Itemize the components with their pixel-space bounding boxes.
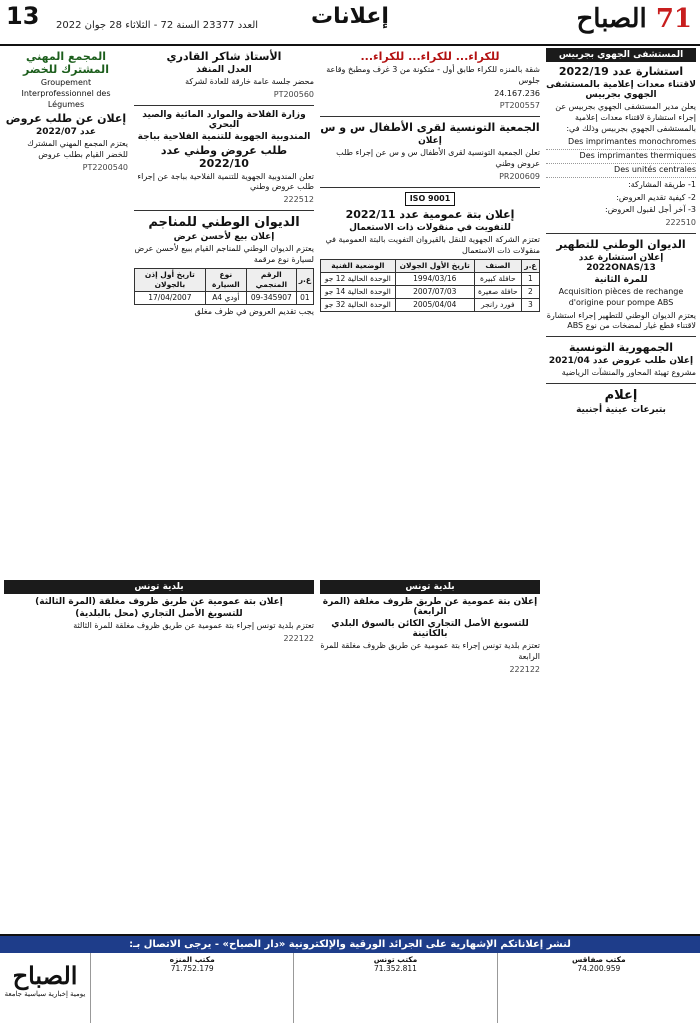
column-a (546, 48, 696, 928)
tender-body: تعتزم الشركة الجهوية للنقل بالقيروان التفويت بالبتة العمومية في منقولات ذات الاستعمال (325, 235, 540, 256)
ad-subtitle: للتسويغ الأصل التجاري الكائن بالسوق البلدي بالكاتينة (331, 619, 529, 639)
rent-code: PT200557 (499, 101, 540, 111)
divider (320, 187, 540, 188)
note: 1- طريقة المشاركة: (628, 179, 696, 189)
logo-text: الصباح (576, 4, 647, 34)
ad-title: استشارة عدد 2022/19 (558, 65, 684, 78)
column-b (320, 48, 540, 608)
table-row: 1 حافلة كبيرة 1994/03/16 الوحدة الحالية 12 جو (321, 273, 540, 286)
ad-body: تعتزم بلدية تونس إجراء بتة عمومية عن طريق ظروف مغلقة للمرة الثالثة (73, 621, 314, 630)
table-row: 3 فورد رانجر 2005/04/04 الوحدة الحالية 32 جو (321, 299, 540, 312)
column-d (4, 48, 128, 388)
ad3-subtitle: إعلان طلب عروض عدد 2021/04 (548, 356, 694, 367)
rent-phone: 24.167.236 (494, 88, 540, 98)
note: 2- كيفية تقديم العروض: (616, 192, 696, 202)
group-body: يعتزم المجمع المهني المشترك للخضر القيام بطلب عروض (27, 139, 128, 160)
ad2-body: يعتزم الديوان الوطني للتطهير إجراء استشارة لاقتناء قطع غيار لمضخات من نوع ABS (546, 310, 696, 331)
table-header: ع.ر (521, 259, 539, 272)
column-c (134, 48, 314, 568)
sos-subtitle: إعلان (418, 136, 442, 147)
bailiff-body: محضر جلسة عامة خارقة للعادة لشركة (185, 77, 314, 86)
group-code: PT2200540 (82, 162, 128, 172)
table-header: ع.ر (296, 268, 313, 291)
ad-bar: المستشفى الجهوي بجربيس (546, 48, 696, 62)
divider (134, 105, 314, 106)
table-header: الوضعية الفنية (321, 259, 396, 272)
ad-subtitle: لاقتناء معدات إعلامية بالمستشفى الجهوي بجربيس (546, 80, 696, 100)
mines-title: الديوان الوطني للمناجم (148, 214, 300, 230)
ad-subtitle: للتسويغ الأصل التجاري (محل بالبلدية) (75, 609, 243, 619)
list-item: Des imprimantes monochromes (546, 136, 696, 150)
ad-code: 222510 (665, 218, 696, 228)
tender-title: إعلان بتة عمومية عدد 2022/11 (345, 208, 515, 222)
office-menzah: مكتب المنزه 71.752.179 (90, 953, 293, 1023)
tender-subtitle: للتفويت في منقولات ذات الاستعمال (349, 223, 511, 234)
bailiff-title: الأستاذ شاكر القادري (166, 50, 282, 63)
ad-code: 222122 (283, 633, 314, 643)
ad2-fr-title: Acquisition pièces de rechange d'origine pour pompe ABS (558, 286, 684, 307)
lower-right-ad (320, 580, 540, 930)
mines-subtitle: إعلان بيع لأحسن عرض (173, 231, 275, 242)
mines-body: يعتزم الديوان الوطني للمناجم القيام ببيع لأحسن عرض لسيارة نوع مرقمة (134, 243, 314, 264)
divider (546, 383, 696, 384)
ad2-phase: للمرة الثانية (594, 274, 648, 285)
page-footer (0, 934, 700, 1028)
ad-bar: بلدية تونس (4, 580, 314, 594)
table-header: نوع السيارة (205, 268, 246, 291)
sos-body: تعلن الجمعية التونسية لقرى الأطفال س و س عن إجراء طلب عروض وطني (336, 148, 540, 168)
ad-title: إعلان بتة عمومية عن طريق ظروف مغلقة (المرة الرابعة) (322, 597, 538, 617)
table-row: 2 حافلة صغيرة 2007/07/03 الوحدة الحالية 14 جو (321, 286, 540, 299)
ad3-title: الجمهورية التونسية (568, 341, 674, 355)
ad-title: إعلان بتة عمومية عن طريق ظروف مغلقة (المرة الثالثة) (35, 597, 283, 607)
ad-bar: بلدية تونس (320, 580, 540, 594)
footer-logo: الصباح يومية إخبارية سياسية جامعة (4, 961, 86, 998)
list-item: Des unités centrales (546, 164, 696, 178)
ad-body: يعلن مدير المستشفى الجهوي بجربيس عن إجراء استشارة لاقتناء معدات إعلامية بالمستشفى الجهوي بجربيس وذلك في: (555, 102, 696, 133)
office-tunis: مكتب تونس 71.352.811 (293, 953, 496, 1023)
ad3-body: مشروع تهيئة المحاور والمنشآت الرياضية (561, 368, 696, 378)
group-logo: المجمع المهني المشترك للخضر (23, 50, 109, 76)
bailiff-code: PT200560 (273, 89, 314, 99)
tender-table (320, 259, 540, 313)
ad4-subtitle: بتبرعات عينية أجنبية (576, 404, 666, 415)
ad2-subtitle: إعلان استشارة عدد 2022ONAS/13 (578, 252, 664, 273)
ministry-subtitle: المندوبية الجهوية للتنمية الفلاحية بباجة (137, 131, 311, 142)
table-header: تاريخ أول إذن بالجولان (135, 268, 206, 291)
ministry-code: 222512 (283, 195, 314, 205)
page-number: 13 (6, 2, 40, 30)
rent-title: للكراء... للكراء... للكراء... (360, 50, 500, 63)
ad-code: 222122 (509, 664, 540, 674)
section-title: إعلانات (311, 4, 389, 29)
list-item: Des imprimantes thermiques (546, 150, 696, 164)
rent-body: شقة بالمنزه للكراء طابق أول - متكونة من 3 غرف ومطبخ وقاعة جلوس (326, 65, 540, 85)
office-sfax: مكتب صفاقس 74.200.959 (497, 953, 700, 1023)
table-header: الرقم المنجمي (246, 268, 296, 291)
logo-number: 71 (655, 4, 692, 34)
divider (134, 210, 314, 211)
divider (546, 336, 696, 337)
divider (320, 116, 540, 117)
table-header: تاريخ الأول الجولان (395, 259, 474, 272)
ad-body: تعتزم بلدية تونس إجراء بتة عمومية عن طريق ظروف مغلقة للمرة الرابعة (320, 641, 540, 661)
lower-left-ad (4, 580, 314, 930)
ministry-tender: طلب عروض وطني عدد 2022/10 (160, 143, 288, 170)
issue-line: العدد 23377 السنة 72 - الثلاثاء 28 جوان 2022 (56, 20, 259, 31)
sos-code: PR200609 (499, 171, 540, 181)
table-header: الصنف (474, 259, 521, 272)
group-logo-fr: Groupement Interprofessionnel des Légumes (21, 78, 111, 109)
bailiff-subtitle: العدل المنفذ (196, 65, 252, 75)
ad2-title: الديوان الوطني للتطهير (556, 237, 686, 251)
mines-table (134, 268, 314, 305)
ad4-title: إعلام (604, 387, 638, 403)
ministry-title: وزارة الفلاحة والموارد المائية والصيد البحري (142, 109, 306, 130)
iso-badge: ISO 9001 (320, 192, 540, 207)
mines-footer: يجب تقديم العروض في ظرف مغلق (194, 306, 314, 316)
divider (546, 233, 696, 234)
items-list (546, 136, 696, 177)
group-sub: عدد 2022/07 (36, 127, 96, 138)
table-row: 01 09-345907 أودي A4 17/04/2007 (135, 291, 314, 304)
page-header (0, 0, 700, 46)
group-title: إعلان عن طلب عروض (5, 112, 127, 126)
note: 3- آخر أجل لقبول العروض: (605, 205, 696, 215)
footer-headline: لنشر إعلاناتكم الإشهارية على الجرائد الورقية والإلكترونية «دار الصباح» - يرجى الاتصال بـ: (0, 936, 700, 953)
sos-title: الجمعية التونسية لقرى الأطفال س و س (320, 121, 540, 135)
footer-offices (0, 953, 700, 1023)
ministry-body: تعلن المندوبية الجهوية للتنمية الفلاحية بباجة عن إجراء طلب عروض وطني (137, 171, 314, 192)
